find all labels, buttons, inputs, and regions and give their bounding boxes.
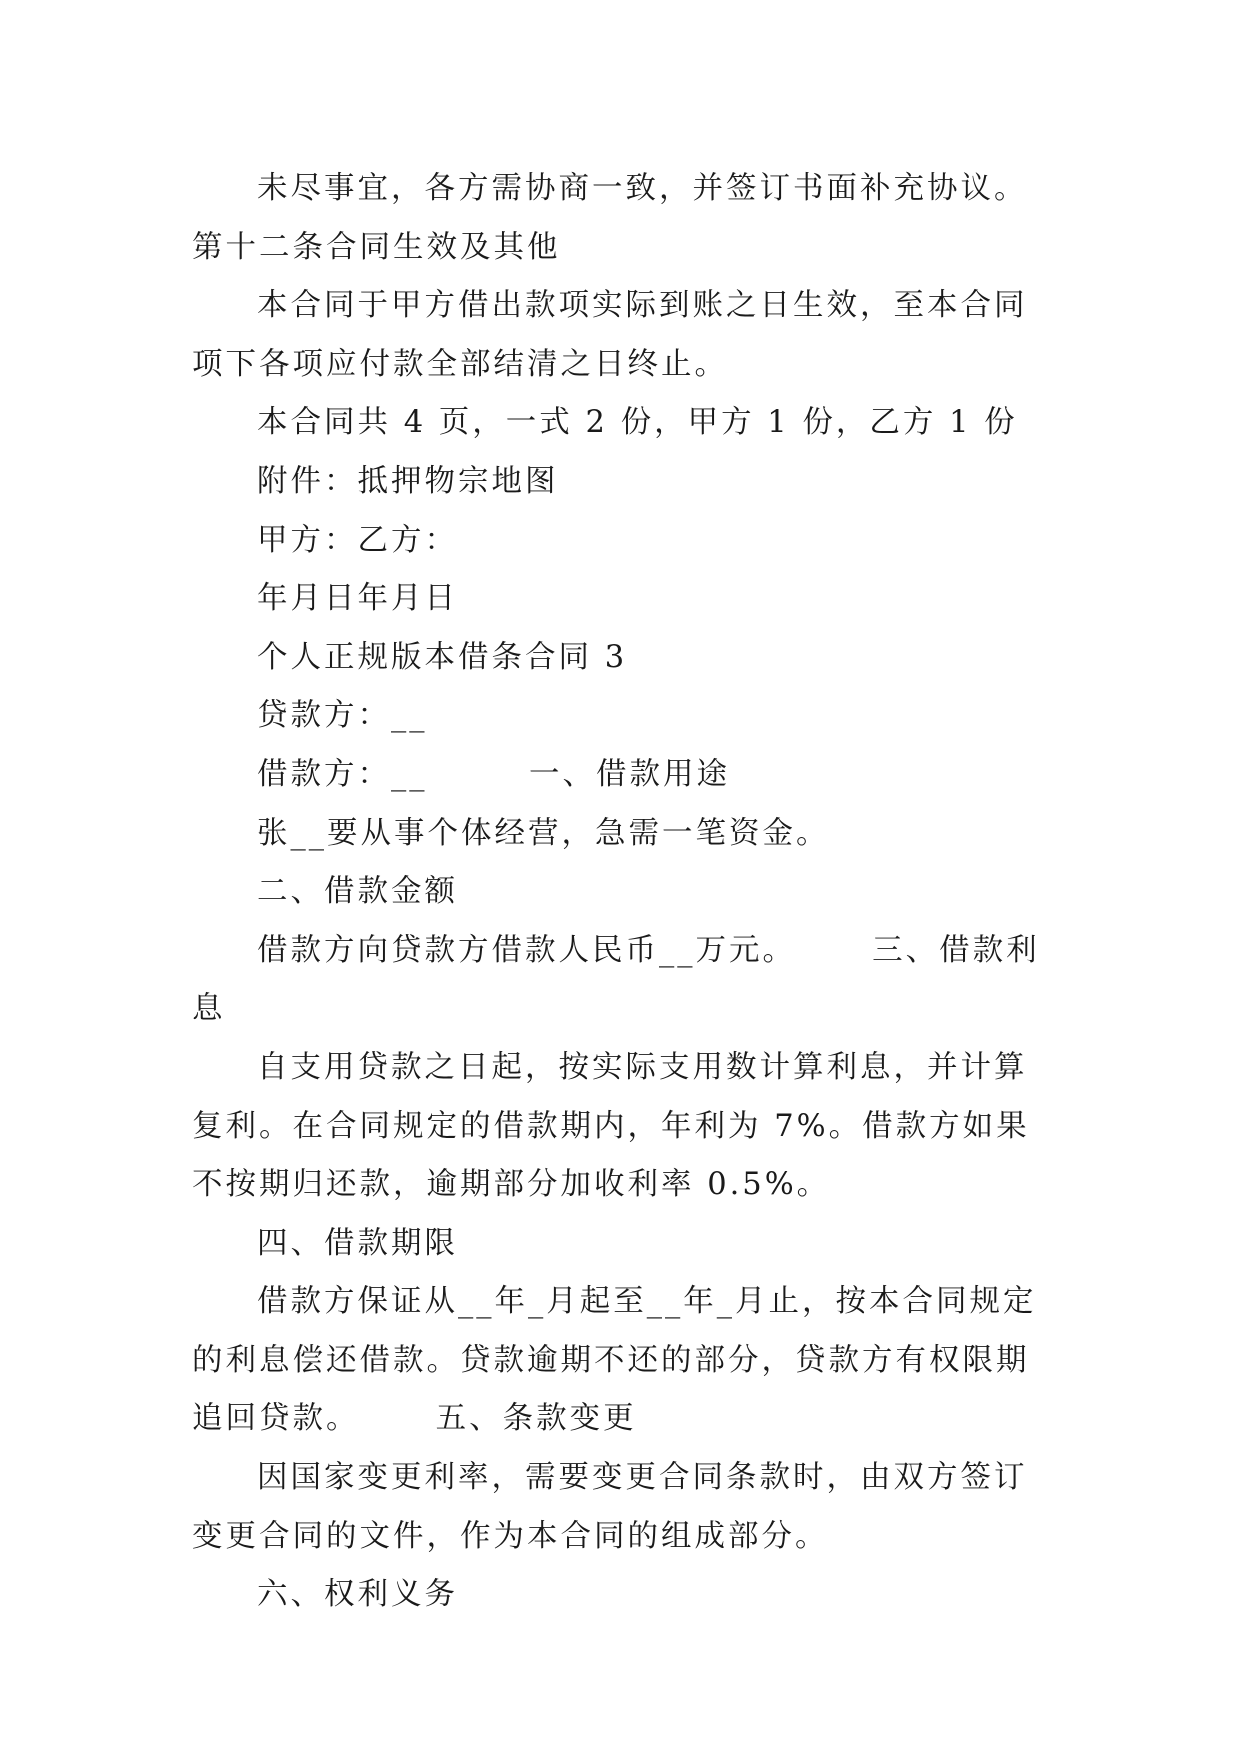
paragraph-dates: 年月日年月日: [257, 581, 458, 617]
paragraph-interest: 自支用贷款之日起，按实际支用数计算利息，并计算复利。在合同规定的借款期内，年利为 7%。借款方如果不按期归还款，逾期部分加收利率 0.5%。: [192, 1049, 1030, 1203]
heading-rights-obligations: 六、权利义务: [257, 1577, 458, 1613]
paragraph-supplement: 未尽事宜，各方需协商一致，并签订书面补充协议。第十二条合同生效及其他: [192, 171, 1028, 265]
paragraph-amendment: 因国家变更利率，需要变更合同条款时，由双方签订变更合同的文件，作为本合同的组成部分。: [192, 1460, 1028, 1554]
paragraph-term: 借款方保证从__年_月起至__年_月止，按本合同规定的利息偿还借款。贷款逾期不还的部分，贷款方有权限期追回贷款。 五、条款变更: [192, 1284, 1037, 1437]
paragraph-amount-interest-heading: 借款方向贷款方借款人民币__万元。 三、借款利息: [192, 932, 1040, 1027]
paragraph-purpose: 张__要从事个体经营，急需一笔资金。: [257, 815, 830, 851]
paragraph-lender: 贷款方：__: [257, 698, 428, 734]
paragraph-copies: 本合同共 4 页，一式 2 份，甲方 1 份，乙方 1 份: [257, 405, 1018, 441]
paragraph-borrower-purpose-heading: 借款方：__ 一、借款用途: [257, 756, 731, 792]
heading-loan-term: 四、借款期限: [257, 1225, 458, 1261]
heading-loan-amount: 二、借款金额: [257, 874, 458, 910]
document-body: [192, 160, 1052, 1625]
paragraph-attachment: 附件：抵押物宗地图: [257, 463, 559, 499]
paragraph-effective: 本合同于甲方借出款项实际到账之日生效，至本合同项下各项应付款全部结清之日终止。: [192, 288, 1028, 382]
section-title: 个人正规版本借条合同 3: [257, 639, 628, 675]
paragraph-parties-signature: 甲方：乙方：: [257, 522, 458, 558]
